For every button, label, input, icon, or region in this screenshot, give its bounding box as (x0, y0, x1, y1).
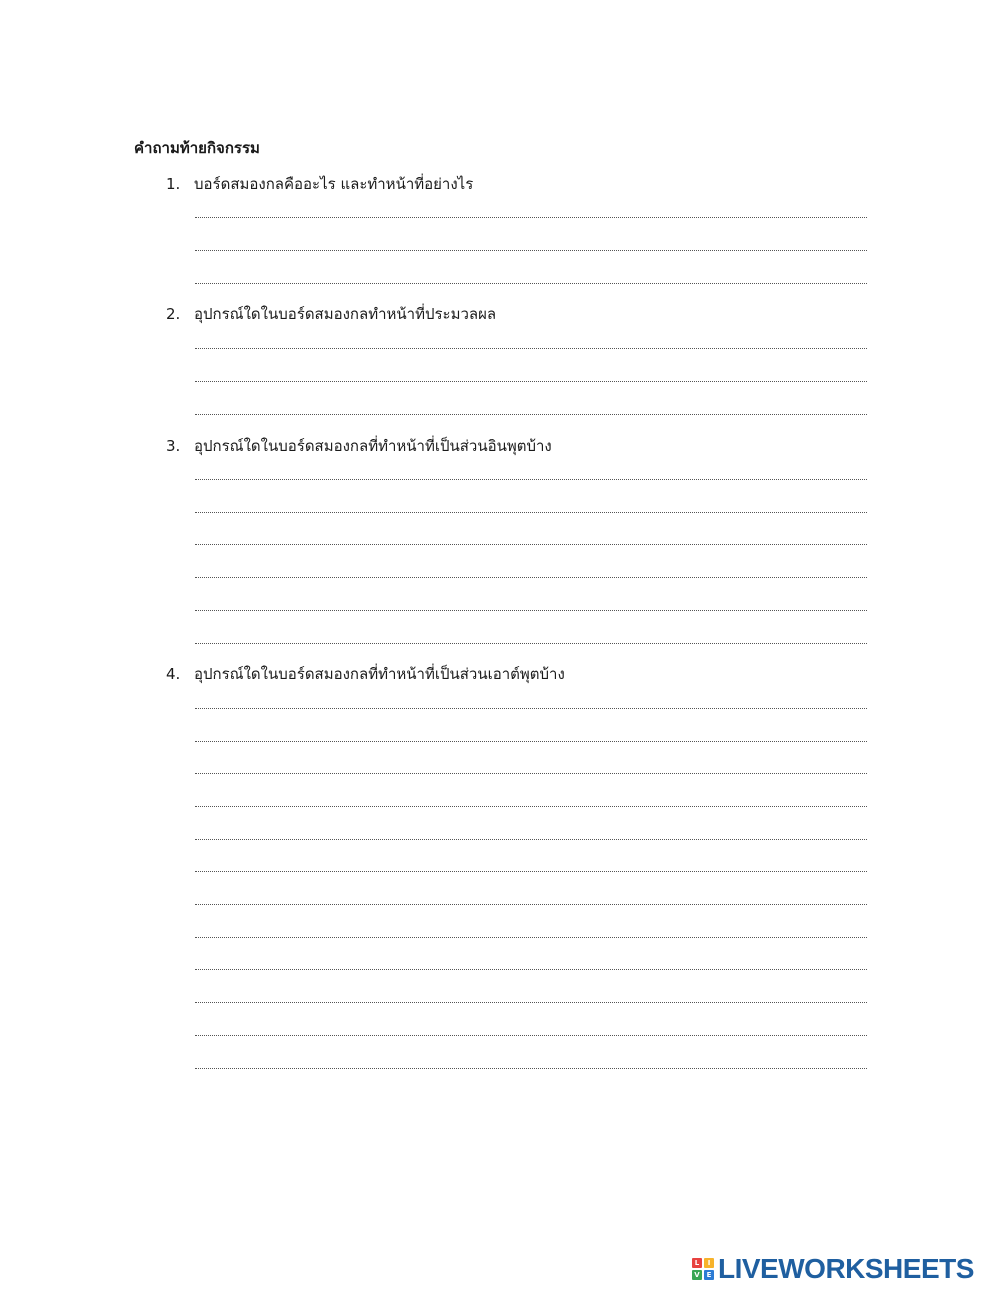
answer-line-q4-10[interactable] (195, 1002, 867, 1003)
logo-mark-cell: E (704, 1270, 714, 1280)
answer-line-q4-12[interactable] (195, 1068, 867, 1069)
logo-mark-cell: L (692, 1258, 702, 1268)
answer-line-q1-2[interactable] (195, 250, 867, 251)
worksheet-title: คำถามท้ายกิจกรรม (134, 139, 260, 157)
logo-text: LIVEWORKSHEETS (718, 1253, 974, 1284)
answer-line-q3-4[interactable] (195, 577, 867, 578)
question-text: บอร์ดสมองกลคืออะไร และทำหน้าที่อย่างไร (194, 175, 474, 193)
answer-line-q4-11[interactable] (195, 1035, 867, 1036)
logo-mark-cell: I (704, 1258, 714, 1268)
question-number: 1. (166, 175, 181, 193)
answer-line-q4-2[interactable] (195, 741, 867, 742)
answer-line-q2-1[interactable] (195, 348, 867, 349)
answer-line-q3-1[interactable] (195, 479, 867, 480)
answer-line-q4-8[interactable] (195, 937, 867, 938)
answer-line-q2-3[interactable] (195, 414, 867, 415)
answer-line-q1-3[interactable] (195, 283, 867, 284)
question-text: อุปกรณ์ใดในบอร์ดสมองกลทำหน้าที่ประมวลผล (194, 305, 497, 323)
answer-line-q4-6[interactable] (195, 871, 867, 872)
question-number: 3. (166, 437, 181, 455)
answer-line-q3-2[interactable] (195, 512, 867, 513)
question-number: 4. (166, 665, 181, 683)
logo-mark-cell: V (692, 1270, 702, 1280)
question-2 (166, 302, 496, 326)
question-4 (166, 662, 565, 686)
answer-line-q3-6[interactable] (195, 643, 867, 644)
logo-mark-icon (692, 1258, 714, 1280)
question-3 (166, 434, 552, 458)
answer-line-q4-5[interactable] (195, 839, 867, 840)
answer-line-q3-3[interactable] (195, 544, 867, 545)
answer-line-q3-5[interactable] (195, 610, 867, 611)
answer-line-q2-2[interactable] (195, 381, 867, 382)
answer-line-q4-4[interactable] (195, 806, 867, 807)
question-number: 2. (166, 305, 181, 323)
liveworksheets-logo[interactable] (692, 1254, 974, 1284)
question-text: อุปกรณ์ใดในบอร์ดสมองกลที่ทำหน้าที่เป็นส่วนอินพุตบ้าง (194, 437, 552, 455)
answer-line-q4-3[interactable] (195, 773, 867, 774)
answer-line-q4-7[interactable] (195, 904, 867, 905)
answer-line-q4-9[interactable] (195, 969, 867, 970)
answer-line-q4-1[interactable] (195, 708, 867, 709)
question-1 (166, 172, 473, 196)
answer-line-q1-1[interactable] (195, 217, 867, 218)
question-text: อุปกรณ์ใดในบอร์ดสมองกลที่ทำหน้าที่เป็นส่วนเอาต์พุตบ้าง (194, 665, 565, 683)
